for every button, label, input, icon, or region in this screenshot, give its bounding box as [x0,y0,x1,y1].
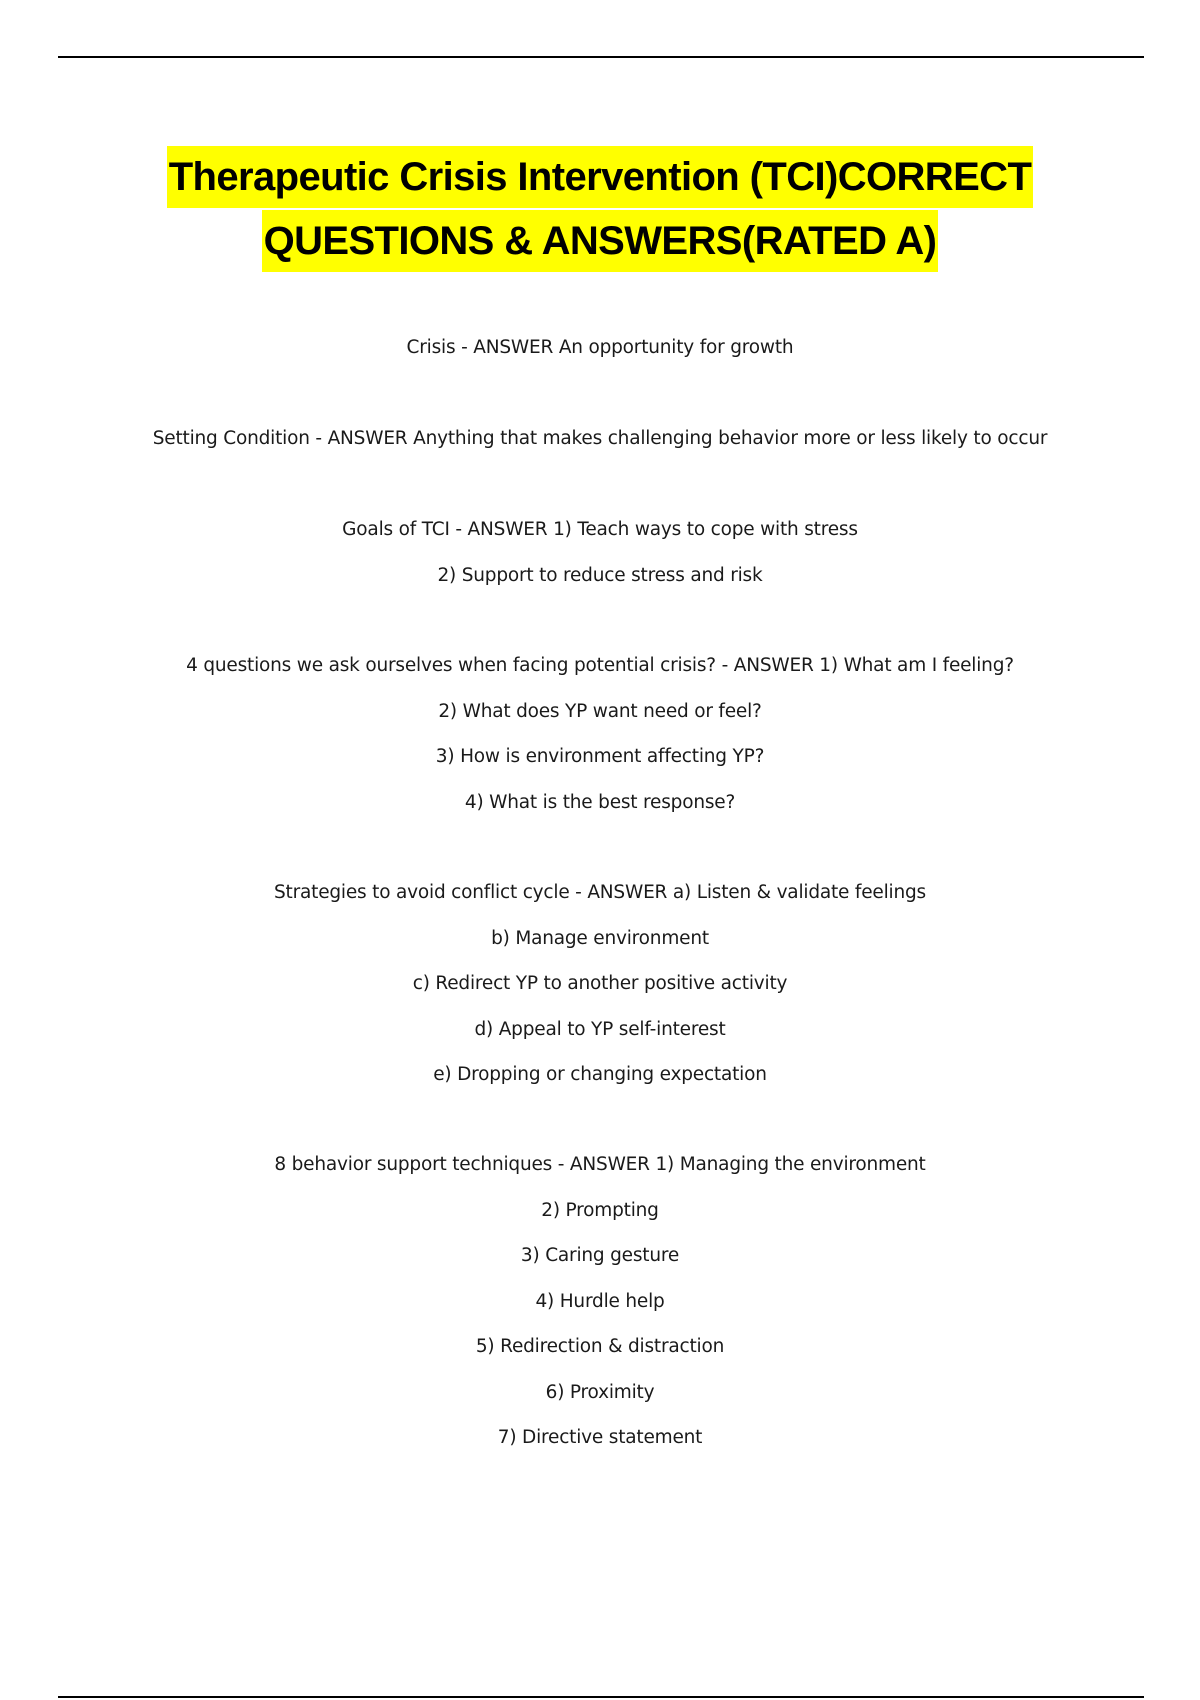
title-line-1: Therapeutic Crisis Intervention (TCI)CORRECT [167,146,1034,208]
qa-line: 2) Support to reduce stress and risk [437,564,763,586]
qa-entry-setting-condition [0,416,1200,462]
qa-line: 6) Proximity [545,1381,655,1403]
top-rule [58,56,1144,58]
qa-line: 8 behavior support techniques - ANSWER 1) Managing the environment [274,1154,926,1175]
bottom-rule [58,1696,1144,1698]
qa-line: 3) How is environment affecting YP? [435,746,765,767]
qa-entry-four-questions [0,643,1200,825]
qa-line: 4) What is the best response? [464,791,736,813]
qa-entry-behavior-support [0,1142,1200,1461]
qa-line: Crisis - ANSWER An opportunity for growth [406,337,794,358]
qa-entry-crisis [0,325,1200,371]
qa-entry-strategies [0,870,1200,1098]
qa-line: 2) What does YP want need or feel? [438,700,762,722]
qa-line: b) Manage environment [491,927,709,949]
qa-line: 5) Redirection & distraction [475,1336,725,1357]
qa-line: 2) Prompting [541,1199,659,1221]
qa-line: 4 questions we ask ourselves when facing potential crisis? - ANSWER 1) What am I feeling? [186,655,1014,676]
document-title [0,146,1200,274]
qa-line: Setting Condition - ANSWER Anything that makes challenging behavior more or less likely to occur [152,428,1048,449]
qa-line: Strategies to avoid conflict cycle - ANSWER a) Listen & validate feelings [274,882,926,903]
qa-entry-goals [0,507,1200,598]
qa-line: 4) Hurdle help [535,1290,665,1312]
qa-line: c) Redirect YP to another positive activity [412,973,788,994]
qa-line: e) Dropping or changing expectation [433,1064,767,1085]
qa-line: 7) Directive statement [497,1427,703,1448]
title-line-2: QUESTIONS & ANSWERS(RATED A) [262,210,939,272]
qa-line: 3) Caring gesture [520,1245,680,1266]
qa-line: d) Appeal to YP self-interest [474,1018,726,1040]
qa-line: Goals of TCI - ANSWER 1) Teach ways to cope with stress [342,519,858,540]
